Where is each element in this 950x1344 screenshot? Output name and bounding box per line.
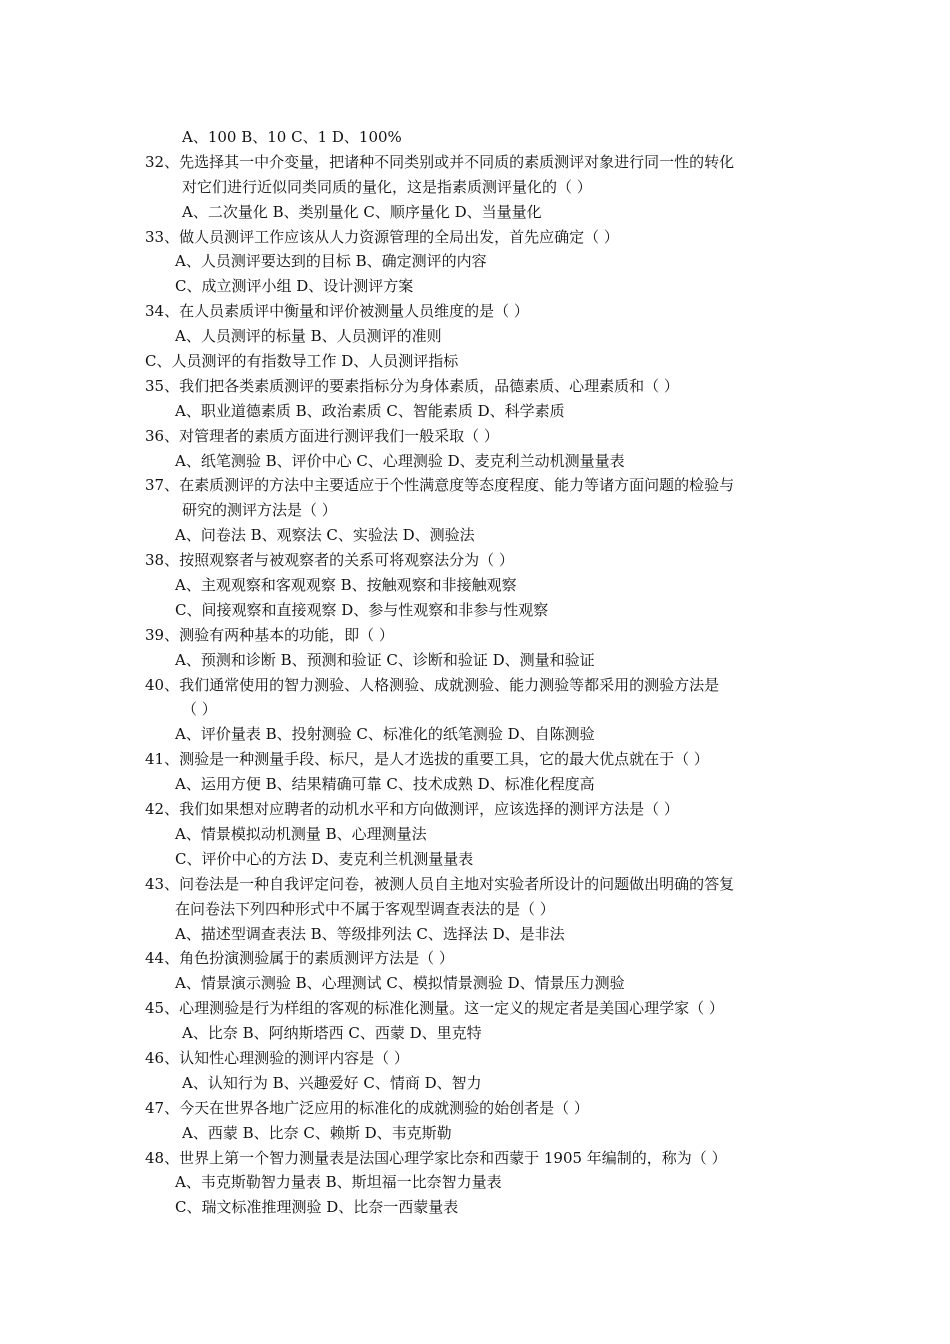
answer-options-line: A、情景模拟动机测量 B、心理测量法 [175,824,427,843]
answer-options-line: A、人员测评要达到的目标 B、确定测评的内容 [175,252,487,271]
question-text-line: 36、对管理者的素质方面进行测评我们一般采取（ ） [145,426,499,445]
question-text-line: 43、问卷法是一种自我评定问卷，被测人员自主地对实验者所设计的问题做出明确的答复 [145,874,735,893]
question-text-line: 47、今天在世界各地广泛应用的标准化的成就测验的始创者是（ ） [145,1098,589,1117]
answer-options-line: A、100 B、10 C、1 D、100% [182,128,402,146]
answer-options-line: A、评价量表 B、投射测验 C、标准化的纸笔测验 D、自陈测验 [175,725,595,744]
answer-options-line: A、人员测评的标量 B、人员测评的准则 [175,327,442,346]
answer-options-line: A、运用方便 B、结果精确可靠 C、技术成熟 D、标准化程度高 [175,775,595,794]
question-list [0,125,950,1220]
answer-options-line: A、描述型调查表法 B、等级排列法 C、选择法 D、是非法 [175,924,565,943]
question-text-line: 34、在人员素质评中衡量和评价被测量人员维度的是（ ） [145,302,529,321]
answer-options-line: C、间接观察和直接观察 D、参与性观察和非参与性观察 [175,600,549,619]
answer-options-line: A、比奈 B、阿纳斯塔西 C、西蒙 D、里克特 [182,1024,482,1043]
question-text-line: 42、我们如果想对应聘者的动机水平和方向做测评，应该选择的测评方法是（ ） [145,800,679,819]
answer-options-line: A、西蒙 B、比奈 C、赖斯 D、韦克斯勒 [182,1123,452,1142]
question-text-line: 35、我们把各类素质测评的要素指标分为身体素质，品德素质、心理素质和（ ） [145,376,679,395]
answer-options-line: A、认知行为 B、兴趣爱好 C、情商 D、智力 [182,1073,482,1092]
answer-options-line: A、职业道德素质 B、政治素质 C、智能素质 D、科学素质 [175,401,565,420]
answer-options-line: C、人员测评的有指数导工作 D、人员测评指标 [145,352,459,371]
question-text-line: 在问卷法下列四种形式中不属于客观型调查表法的是（ ） [175,899,555,918]
question-text-line: 32、先选择其一中介变量，把诸种不同类别或并不同质的素质测评对象进行同一性的转化 [145,152,735,171]
answer-options-line: C、瑞文标准推理测验 D、比奈一西蒙量表 [175,1198,459,1217]
question-text-line: 44、角色扮演测验属于的素质测评方法是（ ） [145,949,454,968]
question-text-line: 46、认知性心理测验的测评内容是（ ） [145,1048,409,1067]
answer-options-line: C、成立测评小组 D、设计测评方案 [175,277,414,296]
answer-options-line: C、评价中心的方法 D、麦克利兰机测量量表 [175,849,474,868]
question-text-line: （ ） [182,700,217,719]
question-text-line: 37、在素质测评的方法中主要适应于个性满意度等态度程度、能力等诸方面问题的检验与 [145,476,735,495]
question-text-line: 38、按照观察者与被观察者的关系可将观察法分为（ ） [145,551,514,570]
answer-options-line: A、韦克斯勒智力量表 B、斯坦福一比奈智力量表 [175,1173,502,1192]
question-text-line: 对它们进行近似同类同质的量化，这是指素质测评量化的（ ） [182,177,592,196]
question-text-line: 研究的测评方法是（ ） [182,501,337,520]
answer-options-line: A、二次量化 B、类别量化 C、顺序量化 D、当量量化 [182,202,542,221]
answer-options-line: A、预测和诊断 B、预测和验证 C、诊断和验证 D、测量和验证 [175,650,595,669]
question-text-line: 39、测验有两种基本的功能，即（ ） [145,625,394,644]
question-text-line: 41、测验是一种测量手段、标尺，是人才选拔的重要工具，它的最大优点就在于（ ） [145,750,709,769]
question-text-line: 45、心理测验是行为样组的客观的标准化测量。这一定义的规定者是美国心理学家（ ） [145,999,724,1018]
question-text-line: 33、做人员测评工作应该从人力资源管理的全局出发，首先应确定（ ） [145,227,619,246]
answer-options-line: A、主观观察和客观观察 B、按触观察和非接触观察 [175,576,517,595]
answer-options-line: A、纸笔测验 B、评价中心 C、心理测验 D、麦克利兰动机测量量表 [175,451,625,470]
question-text-line: 48、世界上第一个智力测量表是法国心理学家比奈和西蒙于 1905 年编制的，称为（ ） [145,1148,727,1167]
answer-options-line: A、问卷法 B、观察法 C、实验法 D、测验法 [175,526,475,545]
answer-options-line: A、情景演示测验 B、心理测试 C、模拟情景测验 D、情景压力测验 [175,974,625,993]
question-text-line: 40、我们通常使用的智力测验、人格测验、成就测验、能力测验等都采用的测验方法是 [145,675,720,694]
